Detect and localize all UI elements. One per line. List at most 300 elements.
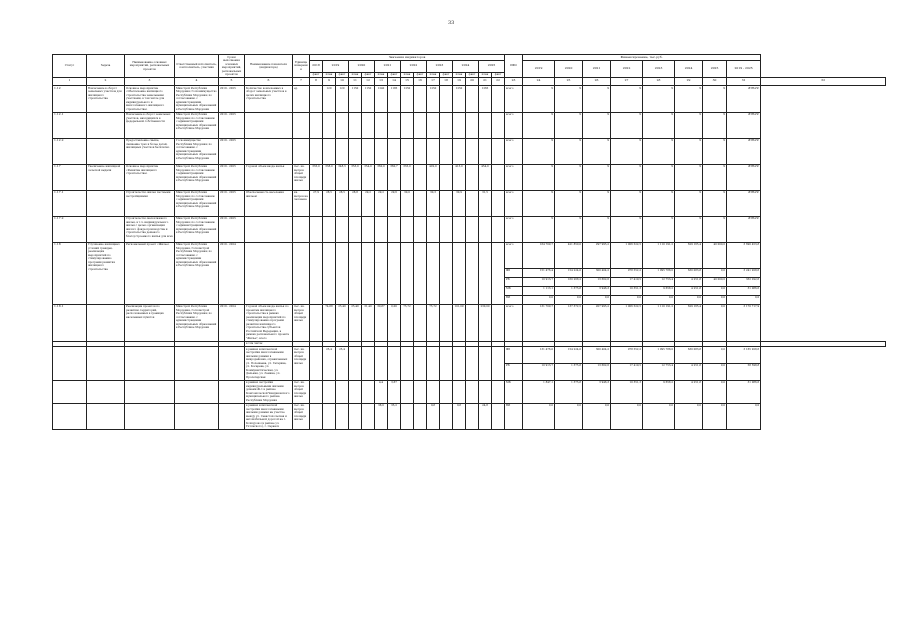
status-cell: 1.17 bbox=[53, 164, 87, 190]
indicator-value-cell: 120 bbox=[323, 86, 336, 113]
financing-year-header: 2022 bbox=[611, 60, 643, 78]
financing-cell: Х bbox=[643, 216, 675, 242]
indicator-value-cell bbox=[427, 242, 440, 304]
status-cell: 1.18 bbox=[53, 242, 87, 304]
financing-cell: Х bbox=[675, 216, 703, 242]
financing-cell: 13 662,6 bbox=[583, 363, 611, 380]
indicator-value-cell bbox=[453, 112, 466, 138]
empty-cell bbox=[219, 403, 245, 430]
indicator-cell bbox=[245, 216, 293, 242]
financing-cell: Х bbox=[611, 164, 643, 190]
source-cell: всего bbox=[505, 138, 523, 164]
indicator-value-cell: 402,0 bbox=[427, 164, 440, 190]
indicator-value-cell bbox=[440, 347, 453, 381]
indicator-header: Наименование показателя (индикатора) bbox=[245, 55, 293, 78]
table-row bbox=[53, 242, 886, 268]
indicator-value-cell bbox=[349, 403, 362, 430]
indicator-value-cell bbox=[349, 242, 362, 304]
indicator-value-cell: 1250 bbox=[453, 86, 466, 113]
unit-cell: тыс. кв. метров общей площади жилья bbox=[293, 380, 310, 403]
column-number: 22 bbox=[492, 78, 505, 86]
financing-cell: 137 372,5 bbox=[555, 304, 583, 341]
indicator-value-cell bbox=[323, 112, 336, 138]
financing-cell: Х bbox=[703, 112, 727, 138]
financing-cell: 0,0 bbox=[643, 403, 675, 430]
financing-cell: 0,0 bbox=[703, 347, 727, 364]
plan-header: план bbox=[349, 72, 362, 78]
financing-cell: 0,0 bbox=[523, 295, 555, 304]
indicator-value-cell: 25,4 bbox=[336, 347, 349, 381]
indicator-value-cell bbox=[375, 112, 388, 138]
indicator-value-cell bbox=[427, 380, 440, 403]
column-number: 17 bbox=[427, 78, 440, 86]
empty-cell bbox=[125, 380, 175, 403]
indicator-year-header: 2022 bbox=[401, 60, 427, 72]
financing-cell: Х bbox=[675, 190, 703, 216]
financing-cell: #ЗНАЧ! bbox=[727, 164, 761, 190]
unit-cell: кв. метров на человека bbox=[293, 190, 310, 216]
page-number: 33 bbox=[448, 20, 455, 26]
table-row bbox=[53, 403, 886, 430]
indicator-value-cell bbox=[466, 190, 479, 216]
indicator-value-cell bbox=[388, 138, 401, 164]
indicator-value-cell bbox=[479, 216, 492, 242]
indicator-value-cell bbox=[362, 347, 375, 381]
indicator-value-cell bbox=[492, 304, 505, 341]
indicator-cell: в рамках комплексной застройки многоэтажными жилыми домами в микрорайонах, ограниченных ул. Полежаева, ул. Гагарина, ул. Косарева, ул. Коммунистическая, ул. Дальняя, ул. Ленина, ул. Пролетарская bbox=[245, 347, 293, 381]
indicator-value-cell: 120 bbox=[336, 86, 349, 113]
indicator-year-header: 2023 bbox=[427, 60, 453, 72]
goal-cell bbox=[87, 138, 125, 164]
indicator-value-cell bbox=[440, 138, 453, 164]
indicator-value-cell bbox=[453, 216, 466, 242]
indicator-value-cell bbox=[440, 164, 453, 190]
financing-cell: 12 753,4 bbox=[643, 363, 675, 380]
financing-cell: 12 753,4 bbox=[643, 277, 675, 286]
plan-header: план bbox=[427, 72, 440, 78]
financing-cell: 0,0 bbox=[675, 403, 703, 430]
financing-cell: 300 404,2 bbox=[583, 268, 611, 277]
indicator-value-cell: 35,2 bbox=[388, 403, 401, 430]
goal-cell bbox=[87, 112, 125, 138]
indicator-value-cell bbox=[323, 138, 336, 164]
responsible-cell: Минстрой Республики Мордовия; Госкомимущество Республики Мордовия; по согласованию с администрациями муниципальных образований в Республике Мордовия bbox=[176, 86, 217, 111]
indicator-value-cell bbox=[453, 138, 466, 164]
indicator-value-cell bbox=[310, 86, 323, 113]
financing-cell: #ЗНАЧ! bbox=[727, 138, 761, 164]
goal-cell bbox=[87, 190, 125, 216]
indicator-value-cell bbox=[453, 242, 466, 304]
table-row bbox=[53, 164, 886, 190]
indicator-value-cell bbox=[479, 138, 492, 164]
source-cell: всего bbox=[505, 242, 523, 268]
plan-header: план bbox=[401, 72, 414, 78]
indicator-value-cell bbox=[414, 138, 427, 164]
indicator-values-header: Значения индикаторов bbox=[310, 55, 505, 61]
financing-cell: 1 847,1 bbox=[523, 380, 555, 403]
column-number: 1 bbox=[53, 78, 87, 86]
financing-year-header: 2023 bbox=[643, 60, 675, 78]
indicator-value-cell bbox=[349, 347, 362, 381]
indicator-value-cell: 30,9 bbox=[453, 190, 466, 216]
indicator-value-cell: 1240 bbox=[375, 86, 388, 113]
column-number: 15 bbox=[401, 78, 414, 86]
plan-header: план bbox=[323, 72, 336, 78]
empty-cell bbox=[219, 347, 245, 381]
indicator-value-cell bbox=[375, 242, 388, 304]
financing-cell: 1 375,8 bbox=[555, 286, 583, 295]
table-row bbox=[53, 112, 886, 138]
indicator-cell: в рамках комплексной застройки многоэтажными жилыми домами на участке между ул. Севастопольская и автомобильной дорогой на г. Кочкурово (в районе ул. Ухтомского), г. Саранск bbox=[245, 403, 293, 430]
financing-cell: 0,0 bbox=[555, 403, 583, 430]
fact-header: факт bbox=[466, 72, 479, 78]
unit-header: Единица измерения bbox=[293, 55, 310, 78]
financing-cell: 421 850,0 bbox=[555, 242, 583, 268]
financing-cell: #ЗНАЧ! bbox=[727, 216, 761, 242]
column-number: 13 bbox=[375, 78, 388, 86]
empty-cell bbox=[53, 347, 87, 381]
source-cell: МБ bbox=[505, 286, 523, 295]
financing-cell: 31 086,6 bbox=[727, 380, 761, 403]
financing-cell: 1 095 788,0 bbox=[643, 347, 675, 364]
indicator-value-cell bbox=[466, 242, 479, 304]
financing-cell: 0,0 bbox=[703, 363, 727, 380]
empty-cell bbox=[53, 403, 87, 430]
column-number: 14 bbox=[388, 78, 401, 86]
financing-cell: 0,0 bbox=[583, 295, 611, 304]
plan-header: план bbox=[375, 72, 388, 78]
program-table bbox=[52, 54, 886, 430]
indicator-value-cell bbox=[414, 304, 427, 341]
indicator-value-cell bbox=[401, 403, 414, 430]
indicator-value-cell bbox=[323, 380, 336, 403]
financing-cell: 630 083,8 bbox=[675, 347, 703, 364]
indicator-value-cell bbox=[336, 112, 349, 138]
indicator-value-cell: 1265 bbox=[479, 86, 492, 113]
financing-cell: 13 662,6 bbox=[583, 277, 611, 286]
column-number: 5 bbox=[219, 78, 245, 86]
column-number: 2 bbox=[87, 78, 125, 86]
column-number: 18 bbox=[440, 78, 453, 86]
sub-label-cell: в том числе: bbox=[245, 341, 293, 347]
indicator-value-cell: 31,5 bbox=[479, 190, 492, 216]
empty-cell bbox=[87, 403, 125, 430]
financing-cell: 10 913,7 bbox=[523, 277, 555, 286]
indicator-value-cell: 30,0 bbox=[401, 190, 414, 216]
financing-cell: 9 658,2 bbox=[643, 380, 675, 403]
indicator-cell: в рамках застройки индивидуальными жилыми домами Ж-1 в районе Комсомольской Чиндяновского муниципального района Республики Мордовия bbox=[245, 380, 293, 403]
indicator-value-cell bbox=[349, 380, 362, 403]
indicator-value-cell bbox=[310, 380, 323, 403]
table-row bbox=[53, 86, 886, 113]
financing-cell: 4 251,8 bbox=[675, 380, 703, 403]
financing-cell: Х bbox=[643, 112, 675, 138]
financing-cell: 164 709,7 bbox=[523, 242, 555, 268]
indicator-cell bbox=[245, 242, 293, 304]
indicator-cell: Годовой объем ввода жилья bbox=[245, 164, 293, 190]
indicator-value-cell: 1250 bbox=[401, 86, 414, 113]
indicator-value-cell bbox=[440, 242, 453, 304]
fact-header: факт bbox=[492, 72, 505, 78]
financing-cell: Х bbox=[523, 138, 555, 164]
financing-cell: Х bbox=[611, 190, 643, 216]
fact-header: факт bbox=[336, 72, 349, 78]
indicator-cell bbox=[245, 138, 293, 164]
financing-cell: Х bbox=[703, 86, 727, 113]
financing-cell: 17 419,5 bbox=[611, 277, 643, 286]
financing-cell: #ЗНАЧ! bbox=[727, 190, 761, 216]
unit-cell: тыс. кв. метров общей площади жилья bbox=[293, 304, 310, 341]
financing-cell: 3 241 928,6 bbox=[727, 268, 761, 277]
financing-cell: 0,0 bbox=[703, 295, 727, 304]
column-number: 19 bbox=[453, 78, 466, 86]
indicator-value-cell bbox=[414, 242, 427, 304]
deadline-header: Сроки выполнения основных мероприятий, региональных проектов bbox=[219, 55, 245, 78]
column-number: 11 bbox=[349, 78, 362, 86]
financing-cell: 10 351,3 bbox=[611, 286, 643, 295]
indicator-value-cell: 38,0 bbox=[375, 403, 388, 430]
financing-cell: 0,0 bbox=[703, 304, 727, 341]
financing-cell: 978 552,2 bbox=[611, 268, 643, 277]
indicator-value-cell: 348,3 bbox=[336, 164, 349, 190]
financing-cell: 3 165 928,6 bbox=[727, 347, 761, 364]
indicator-value-cell bbox=[479, 380, 492, 403]
indicator-value-cell bbox=[453, 347, 466, 381]
indicator-value-cell bbox=[388, 112, 401, 138]
indicator-value-cell bbox=[492, 216, 505, 242]
indicator-value-cell: 28,5 bbox=[336, 190, 349, 216]
indicator-value-cell bbox=[388, 347, 401, 381]
column-number: 7 bbox=[293, 78, 310, 86]
goal-header: Задача bbox=[87, 55, 125, 78]
column-number: 28 bbox=[643, 78, 675, 86]
financing-year-header: 2020 bbox=[555, 60, 583, 78]
financing-cell: Х bbox=[555, 86, 583, 113]
column-number: 23 bbox=[505, 78, 523, 86]
indicator-value-cell bbox=[440, 380, 453, 403]
indicator-value-cell: 360,0 bbox=[375, 164, 388, 190]
empty-cell bbox=[87, 347, 125, 381]
status-cell: 1.12 bbox=[53, 86, 87, 113]
indicator-value-cell bbox=[466, 304, 479, 341]
financing-cell: Х bbox=[583, 138, 611, 164]
indicator-value-cell: 9,8 bbox=[427, 403, 440, 430]
financing-cell: 10 913,7 bbox=[523, 363, 555, 380]
financing-cell: Х bbox=[523, 216, 555, 242]
financing-cell: 1 375,8 bbox=[555, 363, 583, 380]
financing-cell: 154 224,0 bbox=[555, 268, 583, 277]
indicator-value-cell bbox=[323, 242, 336, 304]
fact-header: факт bbox=[388, 72, 401, 78]
indicator-value-cell bbox=[310, 138, 323, 164]
activity-header: Наименование основных мероприятий, региональных проектов bbox=[125, 55, 175, 78]
column-number: 12 bbox=[362, 78, 375, 86]
financing-cell: 1 006 522,5 bbox=[611, 242, 643, 268]
indicator-value-cell bbox=[323, 403, 336, 430]
indicator-value-cell bbox=[440, 216, 453, 242]
indicator-value-cell: 28,5 bbox=[323, 190, 336, 216]
indicator-value-cell bbox=[466, 347, 479, 381]
responsible-header: Ответственный исполнитель, соисполнитель, участник bbox=[175, 55, 219, 78]
deadline-cell: 2019 - 2025 bbox=[219, 112, 245, 138]
financing-cell: #ЗНАЧ! bbox=[727, 112, 761, 138]
source-cell: ВИ bbox=[505, 403, 523, 430]
financing-cell: 629 165,4 bbox=[675, 242, 703, 268]
financing-cell: 1 110 191,2 bbox=[643, 304, 675, 341]
financing-cell: Х bbox=[583, 190, 611, 216]
deadline-cell: 2019 - 2025 bbox=[219, 164, 245, 190]
indicator-value-cell: 75,72 bbox=[401, 304, 414, 341]
column-number: 4 bbox=[175, 78, 219, 86]
indicator-value-cell bbox=[310, 112, 323, 138]
financing-cell: Х bbox=[675, 138, 703, 164]
indicator-value-cell bbox=[362, 242, 375, 304]
indicator-value-cell bbox=[479, 112, 492, 138]
source-cell: всего bbox=[505, 86, 523, 113]
indicator-value-cell bbox=[362, 138, 375, 164]
indicator-value-cell bbox=[466, 164, 479, 190]
financing-cell: Х bbox=[523, 112, 555, 138]
source-cell: всего bbox=[505, 216, 523, 242]
empty-cell bbox=[53, 380, 87, 403]
financing-cell: 4 251,8 bbox=[675, 277, 703, 286]
financing-cell: 17 419,5 bbox=[611, 363, 643, 380]
financing-cell: 0,0 bbox=[583, 403, 611, 430]
status-cell: 1.17.2 bbox=[53, 216, 87, 242]
empty-cell bbox=[175, 380, 219, 403]
indicator-value-cell bbox=[414, 216, 427, 242]
column-number: 32 bbox=[761, 78, 886, 86]
activity-cell: Строительство жилья частными застройщиками bbox=[125, 190, 175, 216]
column-number: 29 bbox=[675, 78, 703, 86]
empty-cell bbox=[219, 380, 245, 403]
indicator-value-cell bbox=[492, 164, 505, 190]
financing-cell: 10 351,3 bbox=[611, 380, 643, 403]
indicator-value-cell bbox=[349, 138, 362, 164]
indicator-value-cell bbox=[310, 304, 323, 341]
indicator-value-cell: 0,00 bbox=[388, 304, 401, 341]
column-number: 6 bbox=[245, 78, 293, 86]
indicator-value-cell bbox=[414, 380, 427, 403]
financing-cell: 0,0 bbox=[703, 286, 727, 295]
financing-cell: Х bbox=[643, 190, 675, 216]
financing-cell: Х bbox=[703, 216, 727, 242]
deadline-cell: 2019 - 2025 bbox=[219, 86, 245, 113]
financing-cell: 630 083,8 bbox=[675, 268, 703, 277]
financing-cell: Х bbox=[703, 138, 727, 164]
unit-cell bbox=[293, 242, 310, 304]
responsible-cell: Минстрой Республики Мордовия; по согласованию с администрациями муниципальных образований в Республике Мордовия bbox=[175, 216, 219, 242]
table-row bbox=[53, 304, 886, 341]
responsible-cell: Минстрой Республики Мордовия, Госкомстрой Республики Мордовия; по согласованию с администрациями муниципальных образований в Республике Мордовия bbox=[175, 242, 219, 304]
plan-header: план bbox=[453, 72, 466, 78]
indicator-value-cell bbox=[427, 138, 440, 164]
financing-cell: 131 476,0 bbox=[523, 347, 555, 364]
indicator-value-cell bbox=[492, 347, 505, 381]
responsible-cell: Минстрой Республики Мордовия, Госкомстрой Республики Мордовия; по согласованию с администрациями муниципальных образований в Республике Мордовия bbox=[175, 304, 219, 341]
indicator-value-cell bbox=[414, 164, 427, 190]
indicator-cell bbox=[245, 112, 293, 138]
indicator-value-cell bbox=[466, 112, 479, 138]
financing-cell: Х bbox=[555, 112, 583, 138]
source-cell: всего bbox=[505, 112, 523, 138]
financing-cell: Х bbox=[583, 86, 611, 113]
table-row bbox=[53, 380, 886, 403]
financing-cell: 40 000,0 bbox=[703, 242, 727, 268]
activity-cell: Реализация проектов по развитию территорий, расположенных в границах населенных пунктов bbox=[125, 304, 175, 341]
financing-cell: 3 170 717,9 bbox=[727, 304, 761, 341]
indicator-value-cell: 1250 bbox=[427, 86, 440, 113]
financing-cell: 1 113,1 bbox=[523, 286, 555, 295]
financing-cell: Х bbox=[583, 216, 611, 242]
activity-cell: Строительство малоэтажного жилья, в т.ч. индивидуального жилья с целью организации жилого фонда производства и строительства дешевого благоустроенного жилья для всех bbox=[125, 216, 175, 242]
status-cell: 1.18.1 bbox=[53, 304, 87, 341]
status-cell: 1.12.1 bbox=[53, 112, 87, 138]
indicator-value-cell: 335,0 bbox=[401, 164, 414, 190]
source-cell: ФБ bbox=[505, 268, 523, 277]
financing-cell: Х bbox=[675, 164, 703, 190]
indicator-value-cell: 74,68 bbox=[323, 304, 336, 341]
financing-cell: 31 086,6 bbox=[727, 286, 761, 295]
indicator-value-cell: 354,0 bbox=[362, 164, 375, 190]
unit-cell bbox=[293, 138, 310, 164]
indicator-value-cell bbox=[401, 138, 414, 164]
column-number: 21 bbox=[479, 78, 492, 86]
indicator-value-cell bbox=[401, 242, 414, 304]
indicator-value-cell bbox=[362, 112, 375, 138]
indicator-year-header: 2018 bbox=[310, 60, 323, 72]
status-cell: 1.12.2 bbox=[53, 138, 87, 164]
activity-cell: Региональный проект «Жилье» bbox=[125, 242, 175, 304]
indicator-value-cell bbox=[414, 112, 427, 138]
indicator-value-cell bbox=[362, 403, 375, 430]
indicator-cell: Годовой объем ввода жилья по проектам жилищного строительства в рамках реализации мероприятий по стимулированию программ развития жилищного строительства субъектов Российской Федерации, в рамках регионального проекта "Жилье", всего bbox=[245, 304, 293, 341]
deadline-cell: 2019 - 2024 bbox=[219, 242, 245, 304]
indicator-value-cell bbox=[440, 86, 453, 113]
financing-cell: 131 709,7 bbox=[523, 304, 555, 341]
indicator-cell: Количество вовлеченных в оборот земельных участков в целях жилищного строительства bbox=[245, 86, 293, 113]
financing-cell: 0,0 bbox=[675, 295, 703, 304]
financing-cell: 0,0 bbox=[703, 403, 727, 430]
indicator-value-cell: 454,0 bbox=[479, 164, 492, 190]
empty-cell bbox=[87, 380, 125, 403]
financing-cell: Х bbox=[703, 190, 727, 216]
financing-cell: 9 658,2 bbox=[643, 286, 675, 295]
indicator-value-cell bbox=[336, 380, 349, 403]
financing-cell: Х bbox=[611, 138, 643, 164]
source-cell: ВИ bbox=[505, 295, 523, 304]
financing-cell: 0,0 bbox=[555, 295, 583, 304]
financing-cell: Х bbox=[555, 190, 583, 216]
financing-cell: 40 000,0 bbox=[703, 277, 727, 286]
indicator-value-cell bbox=[323, 216, 336, 242]
indicator-value-cell bbox=[401, 112, 414, 138]
status-cell: 1.17.1 bbox=[53, 190, 87, 216]
financing-cell: 300 404,2 bbox=[583, 347, 611, 364]
activity-cell: Основное мероприятие «Развитие жилищного строительства» bbox=[125, 164, 175, 190]
financing-cell: Х bbox=[555, 216, 583, 242]
indicator-value-cell: 1150 bbox=[362, 86, 375, 113]
indicator-year-header: 2024 bbox=[453, 60, 479, 72]
indicator-value-cell: 30,3 bbox=[427, 190, 440, 216]
indicator-value-cell bbox=[362, 380, 375, 403]
indicator-value-cell bbox=[310, 242, 323, 304]
indicator-cell: Обеспеченность населения жильем bbox=[245, 190, 293, 216]
financing-cell: 4 251,8 bbox=[675, 363, 703, 380]
deadline-cell: 2019 - 2024 bbox=[219, 304, 245, 341]
empty-cell bbox=[175, 403, 219, 430]
unit-cell: тыс. кв. метров общей площади жилья bbox=[293, 403, 310, 430]
